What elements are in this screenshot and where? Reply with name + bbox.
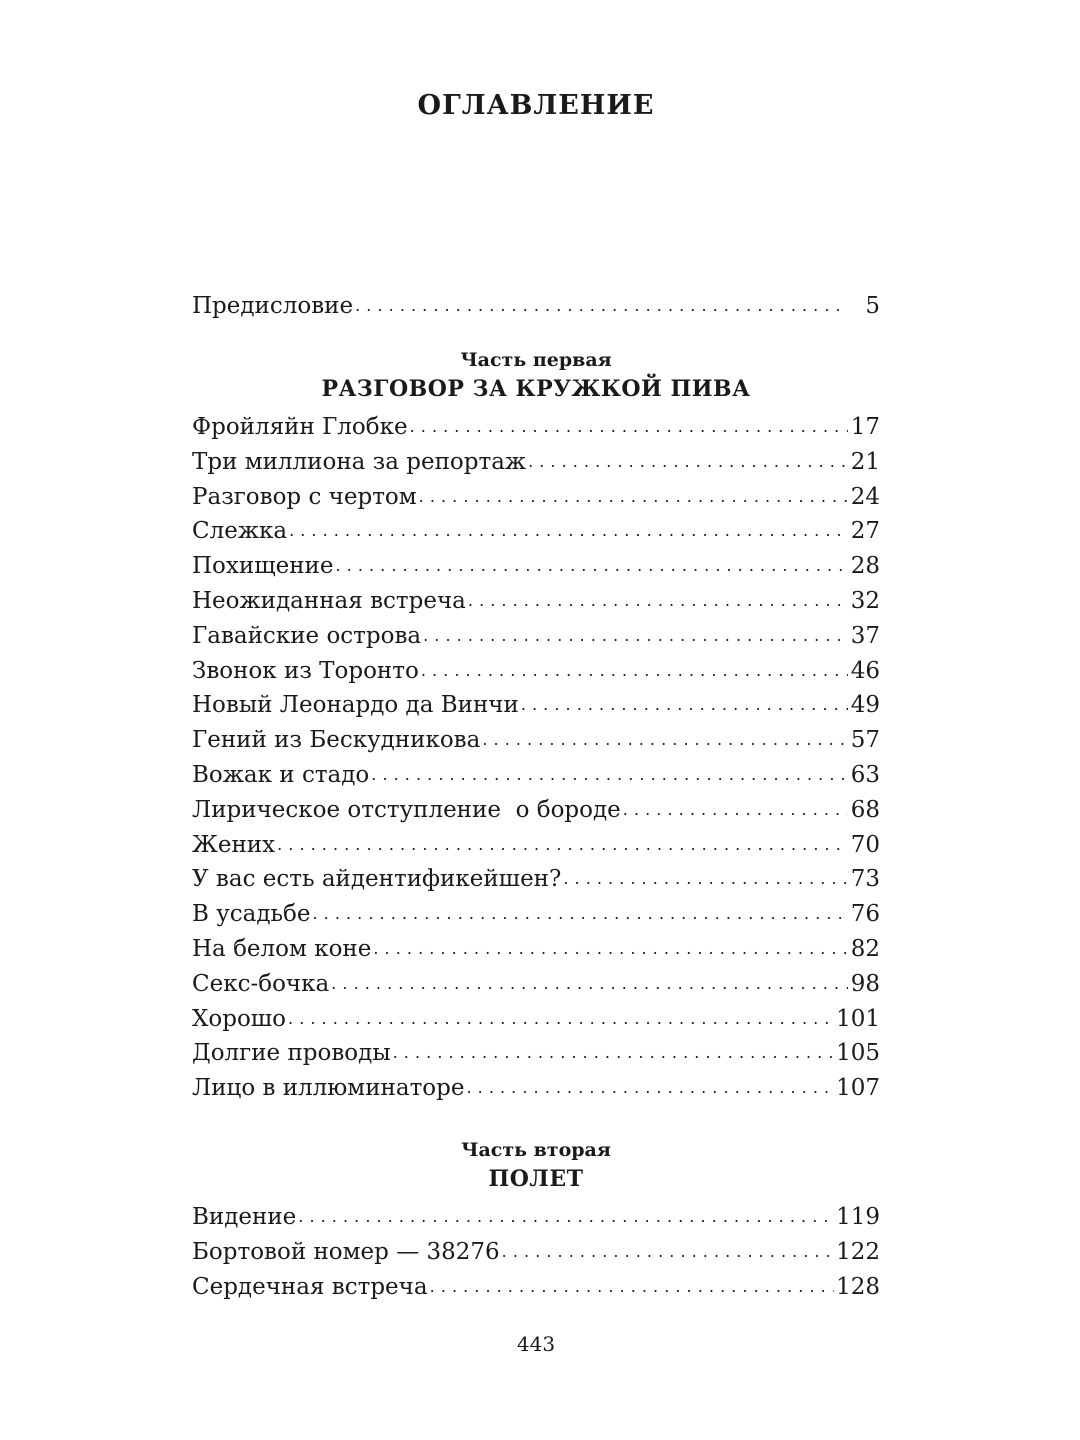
toc-entry <box>192 289 880 324</box>
toc-entry-title: Слежка <box>192 518 288 545</box>
toc-entry-page: 5 <box>865 293 880 319</box>
toc-entry <box>192 584 880 619</box>
toc-entry-page: 73 <box>850 866 880 893</box>
toc-entry-title: Звонок из Торонто <box>192 657 419 684</box>
toc-entry-page: 82 <box>850 935 880 962</box>
toc-entry-title: Разговор с чертом <box>192 483 417 510</box>
toc-entry <box>192 480 880 515</box>
leader-dots <box>423 617 848 654</box>
toc-entry-page: 101 <box>836 1005 880 1032</box>
leader-dots <box>289 512 848 549</box>
leader-dots <box>355 287 848 324</box>
part-two-name: ПОЛЕТ <box>488 1166 584 1192</box>
toc-entry-page: 17 <box>850 414 880 440</box>
toc-entry-page: 107 <box>836 1075 880 1102</box>
toc-entry-title: Вожак и стадо <box>192 761 370 788</box>
leader-dots <box>335 547 848 584</box>
toc-entry-title: Похищение <box>192 553 334 580</box>
toc-entry <box>192 1071 880 1106</box>
toc-part-two <box>192 1200 880 1304</box>
part-one-label: Часть первая <box>460 349 612 371</box>
part-two-label: Часть вторая <box>461 1139 611 1161</box>
toc-entry-title: Секс-бочка <box>192 970 330 997</box>
toc-entry <box>192 1235 880 1270</box>
toc-entry <box>192 549 880 584</box>
leader-dots <box>393 1034 834 1071</box>
toc-entry <box>192 1200 880 1235</box>
toc-entry-page: 68 <box>850 796 880 823</box>
toc-entry-title: Лицо в иллюминаторе <box>192 1075 465 1102</box>
leader-dots <box>373 930 848 967</box>
toc-entry-page: 46 <box>850 657 880 684</box>
toc-entry-title: Сердечная встреча <box>192 1273 428 1300</box>
leader-dots <box>528 443 848 480</box>
toc-entry-title: В усадьбе <box>192 901 311 928</box>
toc-entry-title: Видение <box>192 1204 297 1230</box>
leader-dots <box>502 1233 834 1270</box>
toc-entry-title: У вас есть айдентификейшен? <box>192 866 562 893</box>
leader-dots <box>371 756 848 793</box>
toc-entry <box>192 1270 880 1305</box>
toc-entry <box>192 758 880 793</box>
toc-entry-page: 57 <box>850 727 880 754</box>
page-number: 443 <box>516 1332 556 1356</box>
toc-entry-page: 105 <box>836 1040 880 1067</box>
toc-entry-page: 122 <box>836 1238 880 1265</box>
toc-entry-page: 37 <box>850 622 880 649</box>
toc-entry <box>192 445 880 480</box>
toc-entry-page: 21 <box>850 448 880 475</box>
toc-entry-title: Жених <box>192 831 276 858</box>
toc-entry <box>192 793 880 828</box>
toc-entry-page: 63 <box>850 761 880 788</box>
toc-entry-page: 70 <box>850 831 880 858</box>
toc-entry <box>192 1002 880 1037</box>
toc-entry <box>192 862 880 897</box>
leader-dots <box>312 895 848 932</box>
toc-entry-page: 119 <box>836 1204 880 1230</box>
toc-entry <box>192 654 880 689</box>
leader-dots <box>466 1069 834 1106</box>
leader-dots <box>482 721 848 758</box>
toc-entry-title: Хорошо <box>192 1005 287 1032</box>
toc-entry-page: 128 <box>836 1273 880 1300</box>
toc-entry-title: Фройляйн Глобке <box>192 414 408 440</box>
part-two-heading <box>192 1136 880 1194</box>
part-one-heading <box>192 346 880 404</box>
toc-entry <box>192 932 880 967</box>
leader-dots <box>563 860 848 897</box>
leader-dots <box>419 478 848 515</box>
leader-dots <box>468 582 848 619</box>
toc-entry-page: 28 <box>850 553 880 580</box>
toc-entry-title: Лирическое отступление о бороде <box>192 796 621 823</box>
page-title: ОГЛАВЛЕНИЕ <box>417 90 655 121</box>
toc-entry <box>192 828 880 863</box>
leader-dots <box>410 408 848 445</box>
toc-entry-title: Бортовой номер — 38276 <box>192 1238 500 1265</box>
leader-dots <box>288 1000 834 1037</box>
toc-entry-title: Гавайские острова <box>192 622 422 649</box>
leader-dots <box>277 826 848 863</box>
toc-entry <box>192 688 880 723</box>
leader-dots <box>521 686 848 723</box>
toc-entry-page: 98 <box>850 970 880 997</box>
toc-entry <box>192 514 880 549</box>
toc-entry <box>192 897 880 932</box>
toc-entry <box>192 723 880 758</box>
leader-dots <box>421 652 848 689</box>
toc-entry <box>192 1036 880 1071</box>
toc-entry-title: Долгие проводы <box>192 1040 391 1067</box>
leader-dots <box>331 965 848 1002</box>
toc-entry-page: 32 <box>850 587 880 614</box>
leader-dots <box>623 791 848 828</box>
leader-dots <box>298 1198 834 1235</box>
toc-entry-title: Предисловие <box>192 293 354 319</box>
toc-entry <box>192 619 880 654</box>
part-one-name: РАЗГОВОР ЗА КРУЖКОЙ ПИВА <box>321 376 751 402</box>
toc-entry-page: 27 <box>850 518 880 545</box>
toc-preface <box>192 289 880 324</box>
toc-entry <box>192 967 880 1002</box>
leader-dots <box>430 1268 835 1305</box>
toc-entry-page: 49 <box>850 692 880 719</box>
toc-entry <box>192 410 880 445</box>
toc-entry-title: Три миллиона за репортаж <box>192 448 527 475</box>
toc-entry-title: Новый Леонардо да Винчи <box>192 692 519 719</box>
toc-entry-page: 24 <box>850 483 880 510</box>
toc-entry-title: Неожиданная встреча <box>192 587 466 614</box>
toc-part-one <box>192 410 880 1106</box>
toc-entry-page: 76 <box>850 901 880 928</box>
toc-entry-title: На белом коне <box>192 935 372 962</box>
toc-entry-title: Гений из Бескудникова <box>192 727 481 754</box>
